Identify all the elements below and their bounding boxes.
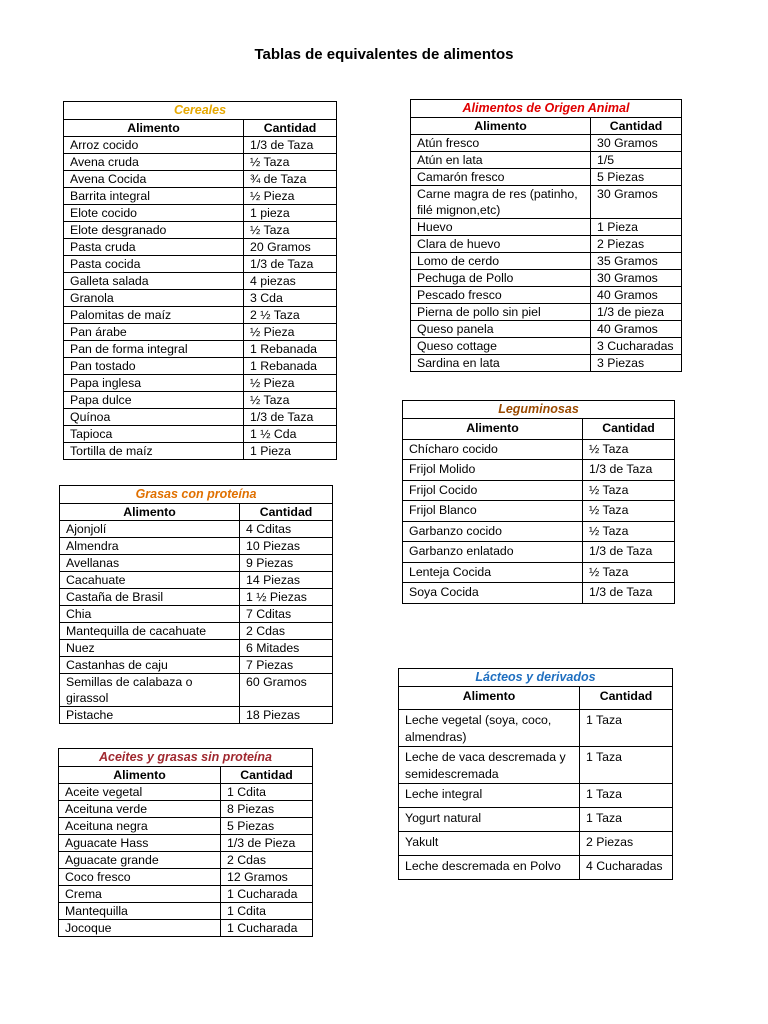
food-cell: Pan tostado: [64, 358, 244, 375]
food-cell: Almendra: [60, 538, 240, 555]
table-title: Cereales: [63, 101, 337, 119]
food-cell: Pan de forma integral: [64, 341, 244, 358]
table-row: [403, 501, 675, 522]
table-body: [60, 521, 333, 724]
food-cell: Papa inglesa: [64, 375, 244, 392]
food-cell: Chícharo cocido: [403, 439, 583, 460]
column-header-qty: Cantidad: [221, 767, 313, 784]
column-header-food: Alimento: [64, 120, 244, 137]
table-body: [403, 439, 675, 603]
table-row: [59, 869, 313, 886]
quantity-cell: ½ Taza: [244, 154, 337, 171]
food-cell: Nuez: [60, 640, 240, 657]
quantity-cell: 4 piezas: [244, 273, 337, 290]
food-cell: Garbanzo enlatado: [403, 542, 583, 563]
table-row: [411, 219, 682, 236]
table-row: [64, 154, 337, 171]
food-cell: Soya Cocida: [403, 583, 583, 604]
column-header-qty: Cantidad: [244, 120, 337, 137]
table-row: [403, 562, 675, 583]
table-row: [399, 856, 673, 880]
food-cell: Leche de vaca descremada y semidescremada: [399, 747, 580, 784]
food-cell: Chia: [60, 606, 240, 623]
column-header-food: Alimento: [403, 419, 583, 440]
quantity-cell: 3 Cucharadas: [591, 338, 682, 355]
table-row: [64, 409, 337, 426]
food-cell: Leche descremada en Polvo: [399, 856, 580, 880]
table-body: [411, 135, 682, 372]
table-row: [60, 640, 333, 657]
quantity-cell: 5 Piezas: [591, 169, 682, 186]
table-title: Aceites y grasas sin proteína: [58, 748, 313, 766]
table-row: [411, 253, 682, 270]
quantity-cell: 60 Gramos: [240, 674, 333, 707]
food-cell: Coco fresco: [59, 869, 221, 886]
table-row: [60, 623, 333, 640]
quantity-cell: 1/3 de Taza: [583, 460, 675, 481]
table-row: [399, 747, 673, 784]
food-cell: Avena cruda: [64, 154, 244, 171]
quantity-cell: 1 Taza: [580, 808, 673, 832]
quantity-cell: 3 Piezas: [591, 355, 682, 372]
quantity-cell: ½ Taza: [244, 392, 337, 409]
quantity-cell: 1 pieza: [244, 205, 337, 222]
table-body: [399, 710, 673, 880]
table-row: [403, 583, 675, 604]
food-cell: Aceite vegetal: [59, 784, 221, 801]
food-cell: Aceituna verde: [59, 801, 221, 818]
table-row: [64, 324, 337, 341]
quantity-cell: 1 Pieza: [591, 219, 682, 236]
table-row: [411, 186, 682, 219]
food-cell: Avena Cocida: [64, 171, 244, 188]
food-cell: Ajonjolí: [60, 521, 240, 538]
food-cell: Queso panela: [411, 321, 591, 338]
table-title: Lácteos y derivados: [398, 668, 673, 686]
table-row: [64, 205, 337, 222]
table-row: [64, 188, 337, 205]
table-row: [403, 542, 675, 563]
table-row: [411, 152, 682, 169]
table-row: [399, 784, 673, 808]
table-row: [59, 801, 313, 818]
food-cell: Leche vegetal (soya, coco, almendras): [399, 710, 580, 747]
table-row: [399, 832, 673, 856]
leguminosas-table: [402, 400, 675, 604]
quantity-cell: 1 Taza: [580, 710, 673, 747]
quantity-cell: 2 Cdas: [240, 623, 333, 640]
table-row: [64, 171, 337, 188]
table-row: [411, 236, 682, 253]
food-cell: Pasta cruda: [64, 239, 244, 256]
table-row: [59, 886, 313, 903]
quantity-cell: 4 Cucharadas: [580, 856, 673, 880]
quantity-cell: 3 Cda: [244, 290, 337, 307]
food-cell: Pistache: [60, 707, 240, 724]
table-row: [60, 674, 333, 707]
quantity-cell: 1/3 de Taza: [583, 583, 675, 604]
table-row: [411, 304, 682, 321]
table-row: [64, 375, 337, 392]
quantity-cell: 40 Gramos: [591, 321, 682, 338]
food-cell: Pan árabe: [64, 324, 244, 341]
column-header-qty: Cantidad: [583, 419, 675, 440]
quantity-cell: 1 ½ Piezas: [240, 589, 333, 606]
food-cell: Semillas de calabaza o girassol: [60, 674, 240, 707]
food-cell: Yakult: [399, 832, 580, 856]
quantity-cell: 1 Cdita: [221, 784, 313, 801]
food-cell: Yogurt natural: [399, 808, 580, 832]
quantity-cell: 1/3 de Taza: [244, 137, 337, 154]
quantity-cell: 5 Piezas: [221, 818, 313, 835]
table-row: [411, 355, 682, 372]
food-cell: Tortilla de maíz: [64, 443, 244, 460]
food-cell: Elote cocido: [64, 205, 244, 222]
table-row: [64, 222, 337, 239]
table-row: [64, 341, 337, 358]
table-row: [411, 287, 682, 304]
food-cell: Arroz cocido: [64, 137, 244, 154]
food-cell: Aceituna negra: [59, 818, 221, 835]
quantity-cell: 1/3 de Taza: [244, 256, 337, 273]
table-body: [64, 137, 337, 460]
food-cell: Pasta cocida: [64, 256, 244, 273]
food-cell: Frijol Molido: [403, 460, 583, 481]
table-row: [64, 307, 337, 324]
quantity-cell: 7 Cditas: [240, 606, 333, 623]
quantity-cell: ½ Taza: [583, 480, 675, 501]
table-title: Grasas con proteína: [59, 485, 333, 503]
quantity-cell: 7 Piezas: [240, 657, 333, 674]
food-cell: Galleta salada: [64, 273, 244, 290]
table-row: [59, 920, 313, 937]
quantity-cell: 10 Piezas: [240, 538, 333, 555]
food-cell: Mantequilla de cacahuate: [60, 623, 240, 640]
column-header-qty: Cantidad: [580, 687, 673, 710]
quantity-cell: 1/3 de Taza: [583, 542, 675, 563]
quantity-cell: 20 Gramos: [244, 239, 337, 256]
table-title: Leguminosas: [402, 400, 675, 418]
column-header-qty: Cantidad: [591, 118, 682, 135]
table-row: [399, 808, 673, 832]
food-cell: Aguacate Hass: [59, 835, 221, 852]
food-cell: Aguacate grande: [59, 852, 221, 869]
quantity-cell: 2 Piezas: [591, 236, 682, 253]
food-cell: Frijol Cocido: [403, 480, 583, 501]
table-row: [59, 835, 313, 852]
quantity-cell: 2 Cdas: [221, 852, 313, 869]
quantity-cell: 30 Gramos: [591, 270, 682, 287]
quantity-cell: ½ Pieza: [244, 324, 337, 341]
table-row: [59, 903, 313, 920]
table-row: [60, 538, 333, 555]
quantity-cell: 14 Piezas: [240, 572, 333, 589]
column-header-food: Alimento: [411, 118, 591, 135]
table-row: [60, 657, 333, 674]
quantity-cell: ¾ de Taza: [244, 171, 337, 188]
quantity-cell: 1/3 de Taza: [244, 409, 337, 426]
table-row: [403, 521, 675, 542]
quantity-cell: 2 ½ Taza: [244, 307, 337, 324]
table-row: [411, 135, 682, 152]
table-row: [60, 589, 333, 606]
aceites-table: [58, 748, 313, 937]
quantity-cell: 1/3 de Pieza: [221, 835, 313, 852]
quantity-cell: 18 Piezas: [240, 707, 333, 724]
food-cell: Castaña de Brasil: [60, 589, 240, 606]
quantity-cell: 1 Taza: [580, 784, 673, 808]
column-header-food: Alimento: [60, 504, 240, 521]
quantity-cell: ½ Taza: [583, 439, 675, 460]
table-row: [411, 338, 682, 355]
quantity-cell: ½ Pieza: [244, 375, 337, 392]
animal-table: [410, 99, 682, 372]
column-header-food: Alimento: [59, 767, 221, 784]
table-title: Alimentos de Origen Animal: [410, 99, 682, 117]
quantity-cell: 30 Gramos: [591, 186, 682, 219]
quantity-cell: 1/5: [591, 152, 682, 169]
table-body: [59, 784, 313, 937]
lacteos-table: [398, 668, 673, 880]
cereales-table: [63, 101, 337, 460]
food-cell: Pechuga de Pollo: [411, 270, 591, 287]
quantity-cell: 1 Pieza: [244, 443, 337, 460]
column-header-qty: Cantidad: [240, 504, 333, 521]
quantity-cell: 30 Gramos: [591, 135, 682, 152]
quantity-cell: 2 Piezas: [580, 832, 673, 856]
quantity-cell: 1/3 de pieza: [591, 304, 682, 321]
food-cell: Castanhas de caju: [60, 657, 240, 674]
table-row: [64, 273, 337, 290]
table-row: [399, 710, 673, 747]
quantity-cell: 40 Gramos: [591, 287, 682, 304]
food-cell: Frijol Blanco: [403, 501, 583, 522]
food-cell: Huevo: [411, 219, 591, 236]
quantity-cell: ½ Taza: [583, 521, 675, 542]
quantity-cell: 35 Gramos: [591, 253, 682, 270]
page-title: Tablas de equivalentes de alimentos: [254, 46, 514, 63]
food-cell: Lenteja Cocida: [403, 562, 583, 583]
food-cell: Queso cottage: [411, 338, 591, 355]
quantity-cell: 12 Gramos: [221, 869, 313, 886]
table-row: [64, 392, 337, 409]
table-row: [59, 852, 313, 869]
quantity-cell: 6 Mitades: [240, 640, 333, 657]
quantity-cell: 1 Cdita: [221, 903, 313, 920]
food-cell: Papa dulce: [64, 392, 244, 409]
food-cell: Leche integral: [399, 784, 580, 808]
food-cell: Jocoque: [59, 920, 221, 937]
table-row: [60, 555, 333, 572]
quantity-cell: 1 Rebanada: [244, 358, 337, 375]
table-row: [60, 606, 333, 623]
food-cell: Elote desgranado: [64, 222, 244, 239]
table-row: [64, 426, 337, 443]
food-cell: Avellanas: [60, 555, 240, 572]
food-cell: Garbanzo cocido: [403, 521, 583, 542]
table-row: [60, 572, 333, 589]
food-cell: Palomitas de maíz: [64, 307, 244, 324]
food-cell: Sardina en lata: [411, 355, 591, 372]
food-cell: Barrita integral: [64, 188, 244, 205]
table-row: [411, 270, 682, 287]
quantity-cell: ½ Taza: [583, 501, 675, 522]
quantity-cell: 1 Cucharada: [221, 886, 313, 903]
column-header-food: Alimento: [399, 687, 580, 710]
food-cell: Tapioca: [64, 426, 244, 443]
table-row: [64, 290, 337, 307]
quantity-cell: 1 ½ Cda: [244, 426, 337, 443]
table-row: [403, 480, 675, 501]
table-row: [64, 239, 337, 256]
grasas-table: [59, 485, 333, 724]
food-cell: Lomo de cerdo: [411, 253, 591, 270]
table-row: [403, 460, 675, 481]
food-cell: Pescado fresco: [411, 287, 591, 304]
table-row: [411, 169, 682, 186]
quantity-cell: 1 Rebanada: [244, 341, 337, 358]
quantity-cell: ½ Taza: [244, 222, 337, 239]
table-row: [64, 256, 337, 273]
food-cell: Mantequilla: [59, 903, 221, 920]
quantity-cell: 1 Taza: [580, 747, 673, 784]
table-row: [64, 137, 337, 154]
food-cell: Atún en lata: [411, 152, 591, 169]
food-cell: Clara de huevo: [411, 236, 591, 253]
table-row: [59, 818, 313, 835]
table-row: [60, 521, 333, 538]
quantity-cell: ½ Taza: [583, 562, 675, 583]
table-row: [64, 358, 337, 375]
food-cell: Quínoa: [64, 409, 244, 426]
table-row: [64, 443, 337, 460]
quantity-cell: 8 Piezas: [221, 801, 313, 818]
table-row: [59, 784, 313, 801]
food-cell: Atún fresco: [411, 135, 591, 152]
food-cell: Carne magra de res (patinho, filé mignon,etc): [411, 186, 591, 219]
food-cell: Camarón fresco: [411, 169, 591, 186]
quantity-cell: 1 Cucharada: [221, 920, 313, 937]
quantity-cell: 4 Cditas: [240, 521, 333, 538]
quantity-cell: 9 Piezas: [240, 555, 333, 572]
table-row: [411, 321, 682, 338]
table-row: [60, 707, 333, 724]
food-cell: Granola: [64, 290, 244, 307]
quantity-cell: ½ Pieza: [244, 188, 337, 205]
table-row: [403, 439, 675, 460]
food-cell: Pierna de pollo sin piel: [411, 304, 591, 321]
food-cell: Cacahuate: [60, 572, 240, 589]
food-cell: Crema: [59, 886, 221, 903]
